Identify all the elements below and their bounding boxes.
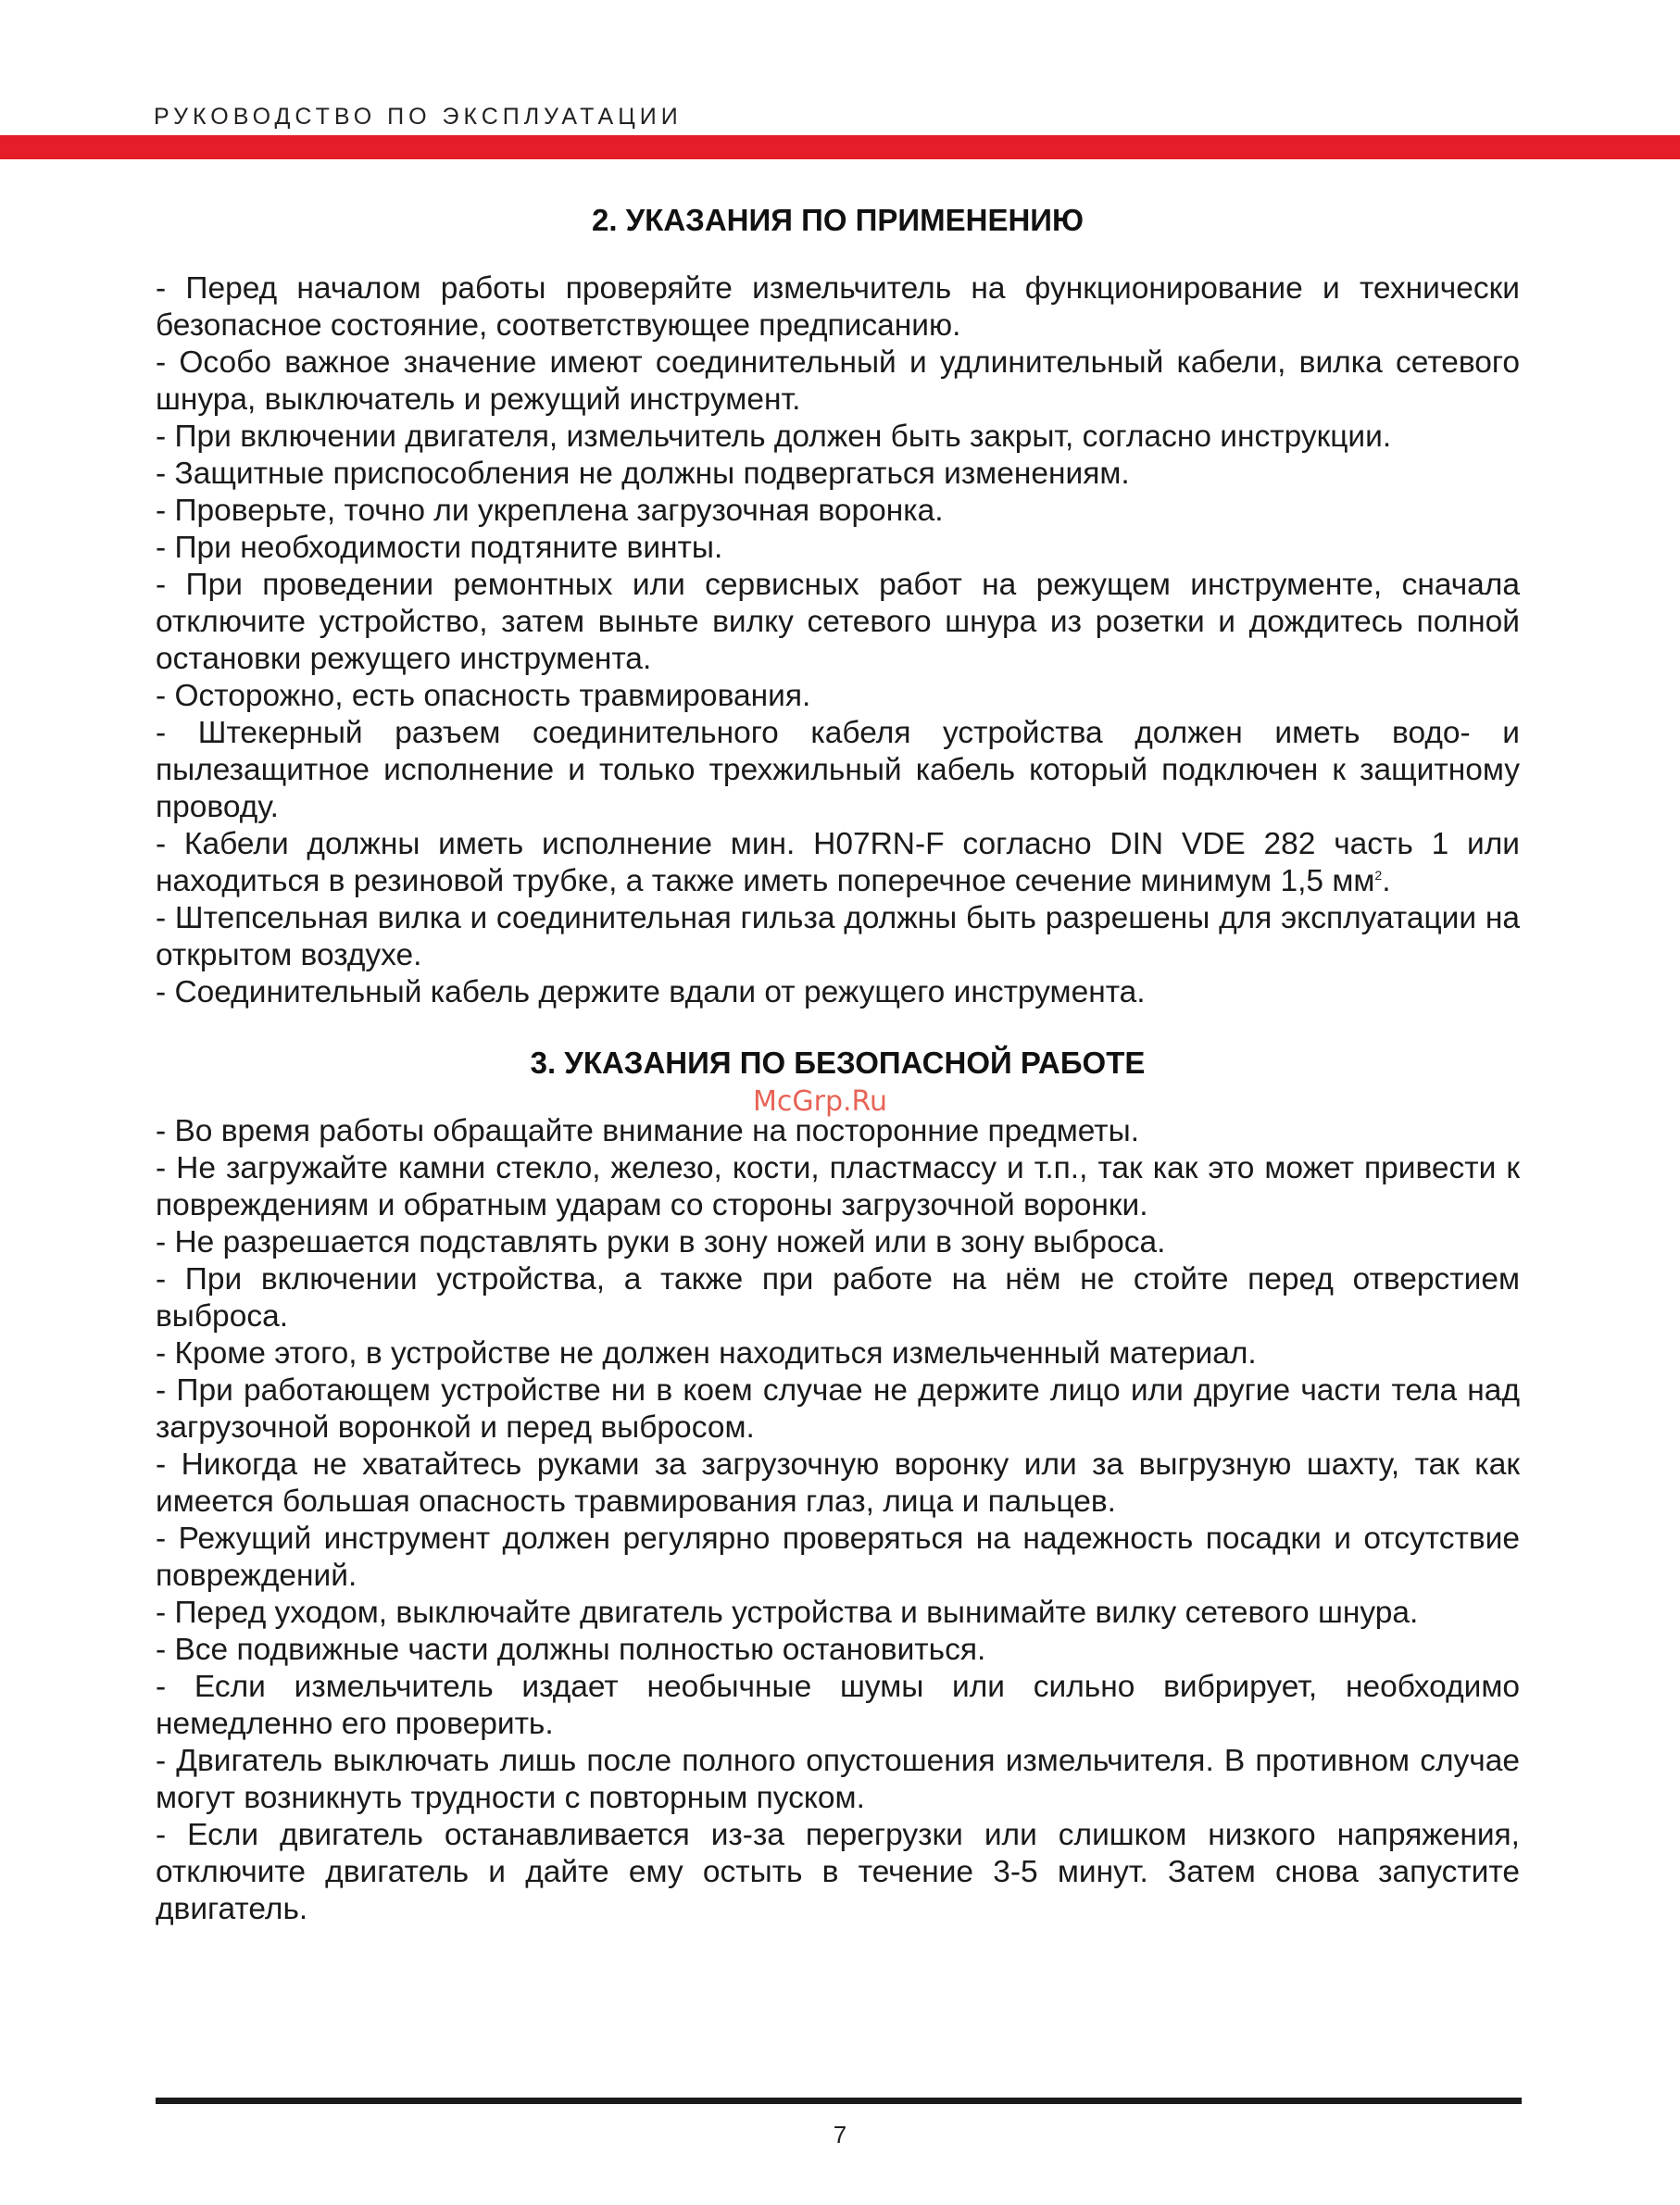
section-3-item: - Никогда не хватайтесь руками за загрузочную воронку или за выгрузную шахту, так как имеется большая опасность травмирования глаз, лица и пальцев. bbox=[156, 1447, 1520, 1519]
section-2-title: 2. УКАЗАНИЯ ПО ПРИМЕНЕНИЮ bbox=[591, 203, 1084, 237]
section-2-item: - Перед началом работы проверяйте измельчитель на функционирование и технически безопасное состояние, соответствующее предписанию. bbox=[156, 271, 1520, 343]
section-3-item: - Все подвижные части должны полностью остановиться. bbox=[156, 1633, 986, 1667]
header-red-band bbox=[0, 135, 1680, 159]
section-3-title: 3. УКАЗАНИЯ ПО БЕЗОПАСНОЙ РАБОТЕ bbox=[530, 1046, 1146, 1080]
section-3-item: - Кроме этого, в устройстве не должен находиться измельченный материал. bbox=[156, 1336, 1257, 1371]
section-2-item: - Проверьте, точно ли укреплена загрузочная воронка. bbox=[156, 494, 944, 528]
section-2-item: - Соединительный кабель держите вдали от режущего инструмента. bbox=[156, 975, 1146, 1009]
section-2-item: - Штепсельная вилка и соединительная гильза должны быть разрешены для эксплуатации на открытом воздухе. bbox=[156, 901, 1520, 972]
section-2-item: - Осторожно, есть опасность травмирования. bbox=[156, 679, 811, 713]
section-2-item: - При включении двигателя, измельчитель должен быть закрыт, согласно инструкции. bbox=[156, 420, 1392, 454]
section-2-item: - Штекерный разъем соединительного кабеля устройства должен иметь водо- и пылезащитное исполнение и только трехжильный кабель который подключен к защитному проводу. bbox=[156, 716, 1520, 824]
section-3-item: - При работающем устройстве ни в коем случае не держите лицо или другие части тела над загрузочной воронкой и перед выбросом. bbox=[156, 1373, 1520, 1445]
section-3-item: - Если двигатель останавливается из-за перегрузки или слишком низкого напряжения, отключите двигатель и дайте ему остыть в течение 3-5 минут. Затем снова запустите двигатель. bbox=[156, 1818, 1520, 1926]
page-content bbox=[156, 194, 1520, 1928]
squared-superscript: 2 bbox=[1374, 867, 1383, 883]
section-3-item: - Не загружайте камни стекло, железо, кости, пластмассу и т.п., так как это может привести к повреждениям и обратным ударам со стороны загрузочной воронки. bbox=[156, 1151, 1520, 1222]
section-3-item: - Если измельчитель издает необычные шумы или сильно вибрирует, необходимо немедленно его проверить. bbox=[156, 1670, 1520, 1741]
cable-item-text: - Кабели должны иметь исполнение мин. H07RN-F согласно DIN VDE 282 часть 1 или находиться в резиновой трубке, а также иметь поперечное сечение минимум 1,5 мм bbox=[156, 827, 1520, 898]
section-2-item: - Защитные приспособления не должны подвергаться изменениям. bbox=[156, 457, 1130, 491]
section-2-item: - При проведении ремонтных или сервисных работ на режущем инструменте, сначала отключите устройство, затем выньте вилку сетевого шнура из розетки и дождитесь полной остановки режущего инструмента. bbox=[156, 568, 1520, 676]
watermark: McGrp.Ru bbox=[753, 1085, 888, 1118]
section-3-item: - Не разрешается подставлять руки в зону ножей или в зону выброса. bbox=[156, 1225, 1166, 1259]
section-2-item: - Особо важное значение имеют соединительный и удлинительный кабели, вилка сетевого шнура, выключатель и режущий инструмент. bbox=[156, 345, 1520, 417]
cable-item-end: . bbox=[1382, 864, 1391, 898]
footer-rule bbox=[156, 2098, 1522, 2104]
page-number: 7 bbox=[833, 2121, 847, 2149]
section-3-item: - Двигатель выключать лишь после полного опустошения измельчителя. В противном случае могут возникнуть трудности с повторным пуском. bbox=[156, 1744, 1520, 1815]
running-header: РУКОВОДСТВО ПО ЭКСПЛУАТАЦИИ bbox=[154, 104, 683, 130]
section-3-item: - При включении устройства, а также при работе на нём не стойте перед отверстием выброса. bbox=[156, 1262, 1520, 1334]
section-3-item: - Перед уходом, выключайте двигатель устройства и вынимайте вилку сетевого шнура. bbox=[156, 1596, 1419, 1630]
section-3-item: - Во время работы обращайте внимание на посторонние предметы. bbox=[156, 1114, 1140, 1148]
section-3-item: - Режущий инструмент должен регулярно проверяться на надежность посадки и отсутствие повреждений. bbox=[156, 1522, 1520, 1593]
section-2-item: - При необходимости подтяните винты. bbox=[156, 531, 723, 565]
section-2-item-cable bbox=[156, 826, 1520, 900]
